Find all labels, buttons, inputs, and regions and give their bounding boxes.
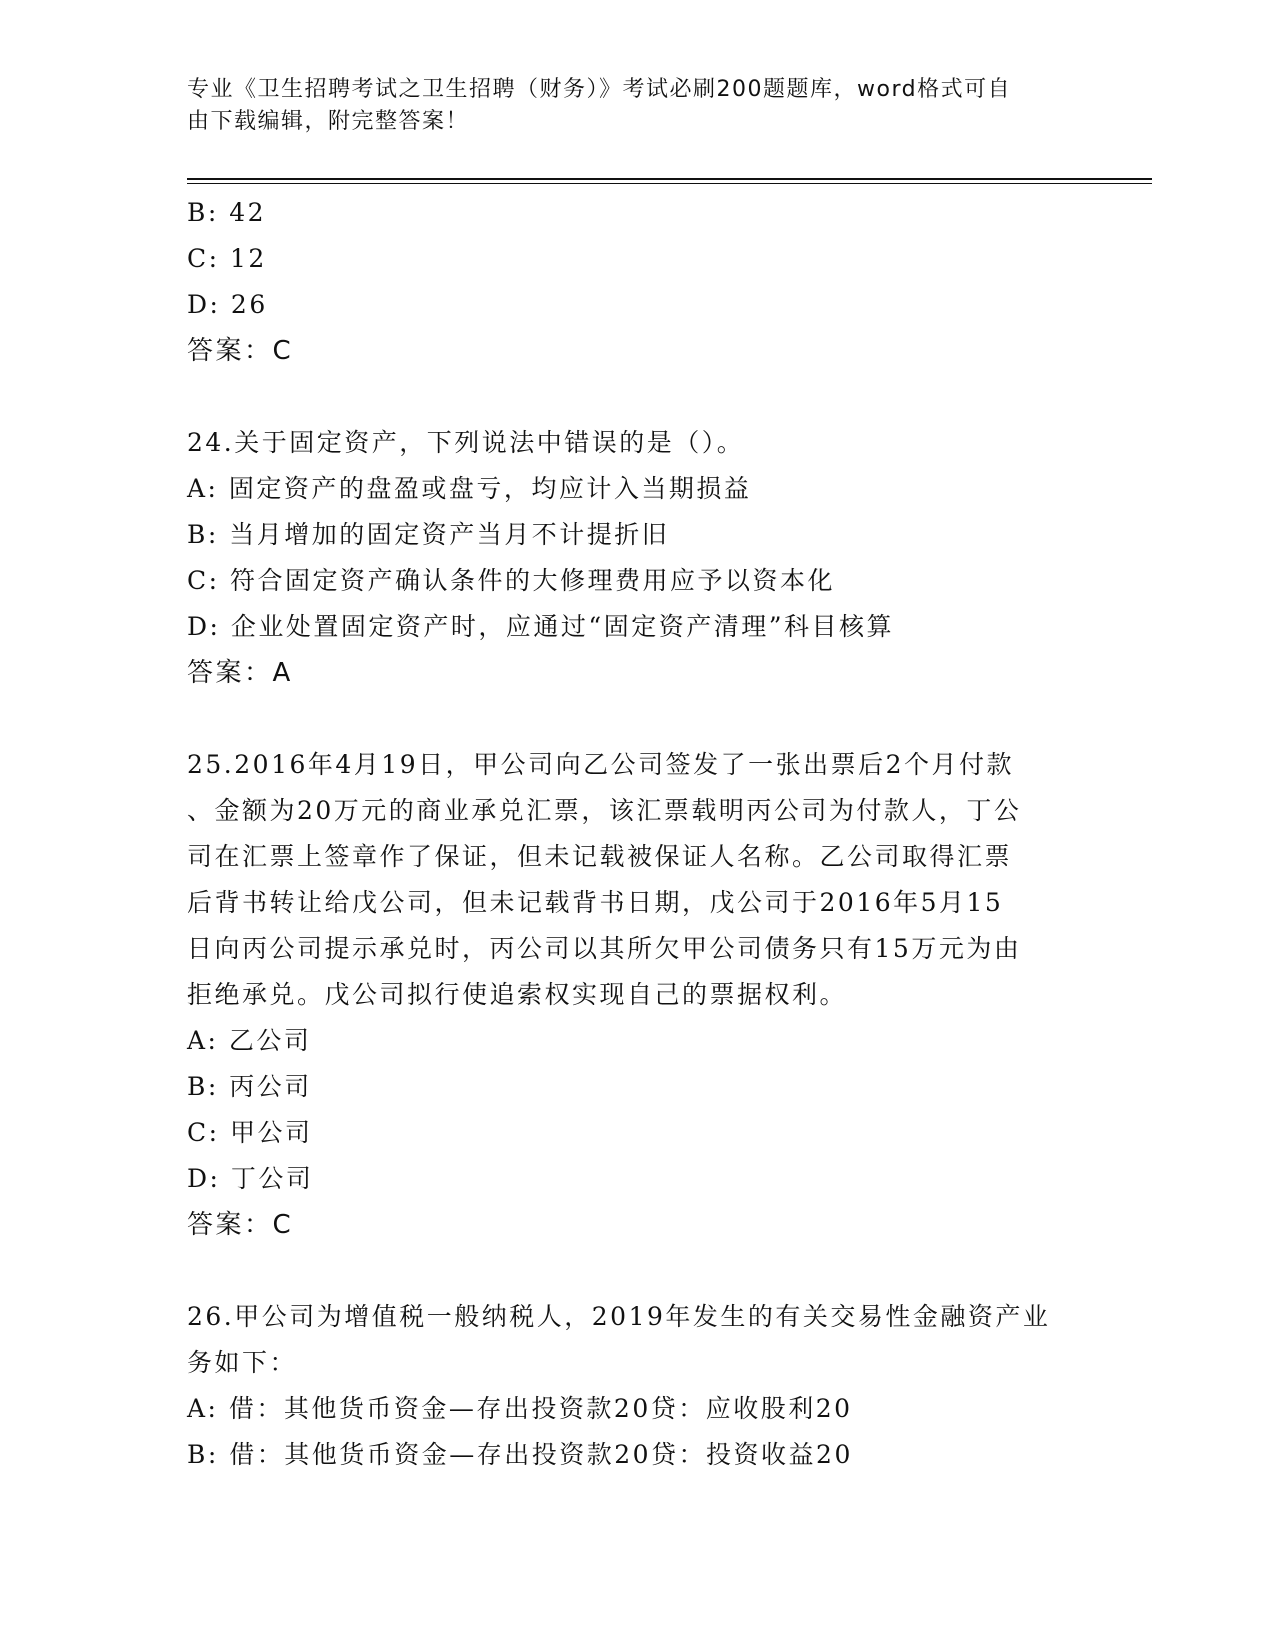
option-c: C: 甲公司 bbox=[187, 1118, 313, 1147]
spacer bbox=[187, 374, 1087, 420]
question-stem: 24.关于固定资产，下列说法中错误的是（）。 bbox=[187, 428, 745, 457]
option-d: D: 企业处置固定资产时，应通过“固定资产清理”科目核算 bbox=[187, 612, 894, 641]
header-line-1: 专业《卫生招聘考试之卫生招聘（财务）》考试必刷200题题库，word格式可自 bbox=[187, 77, 1012, 102]
question-stem-line: 26.甲公司为增值税一般纳税人，2019年发生的有关交易性金融资产业 bbox=[187, 1302, 1051, 1331]
header-line-2: 由下载编辑，附完整答案！ bbox=[187, 109, 470, 134]
option-b: B: 借：其他货币资金—存出投资款20贷：投资收益20 bbox=[187, 1440, 853, 1469]
spacer bbox=[187, 1248, 1087, 1294]
question-24 bbox=[187, 420, 1087, 696]
answer: 答案：C bbox=[187, 336, 294, 366]
option-d: D: 26 bbox=[187, 290, 268, 319]
option-a: A: 乙公司 bbox=[187, 1026, 312, 1055]
option-b: B: 当月增加的固定资产当月不计提折旧 bbox=[187, 520, 670, 549]
page-header bbox=[187, 74, 1087, 138]
option-d: D: 丁公司 bbox=[187, 1164, 314, 1193]
spacer bbox=[187, 696, 1087, 742]
header-divider-thin bbox=[187, 183, 1152, 184]
question-stem-line: 日向丙公司提示承兑时，丙公司以其所欠甲公司债务只有15万元为由 bbox=[187, 934, 1022, 963]
option-a: A: 固定资产的盘盈或盘亏，均应计入当期损益 bbox=[187, 474, 752, 503]
option-c: C: 12 bbox=[187, 244, 267, 273]
answer: 答案：A bbox=[187, 658, 293, 688]
header-divider-thick bbox=[187, 178, 1152, 180]
option-b: B: 42 bbox=[187, 198, 267, 227]
document-body bbox=[187, 190, 1087, 1478]
question-25 bbox=[187, 742, 1087, 1248]
question-23 bbox=[187, 190, 1087, 374]
question-26 bbox=[187, 1294, 1087, 1478]
option-a: A: 借：其他货币资金—存出投资款20贷：应收股利20 bbox=[187, 1394, 853, 1423]
question-stem-line: 司在汇票上签章作了保证，但未记载被保证人名称。乙公司取得汇票 bbox=[187, 842, 1013, 871]
question-stem-line: 、金额为20万元的商业承兑汇票，该汇票载明丙公司为付款人，丁公 bbox=[187, 796, 1022, 825]
question-stem-line: 务如下： bbox=[187, 1348, 298, 1377]
answer: 答案：C bbox=[187, 1210, 294, 1240]
question-stem-line: 25.2016年4月19日，甲公司向乙公司签发了一张出票后2个月付款 bbox=[187, 750, 1015, 779]
question-stem-line: 后背书转让给戊公司，但未记载背书日期，戊公司于2016年5月15 bbox=[187, 888, 1004, 917]
question-stem-line: 拒绝承兑。戊公司拟行使追索权实现自己的票据权利。 bbox=[187, 980, 848, 1009]
option-b: B: 丙公司 bbox=[187, 1072, 312, 1101]
option-c: C: 符合固定资产确认条件的大修理费用应予以资本化 bbox=[187, 566, 836, 595]
